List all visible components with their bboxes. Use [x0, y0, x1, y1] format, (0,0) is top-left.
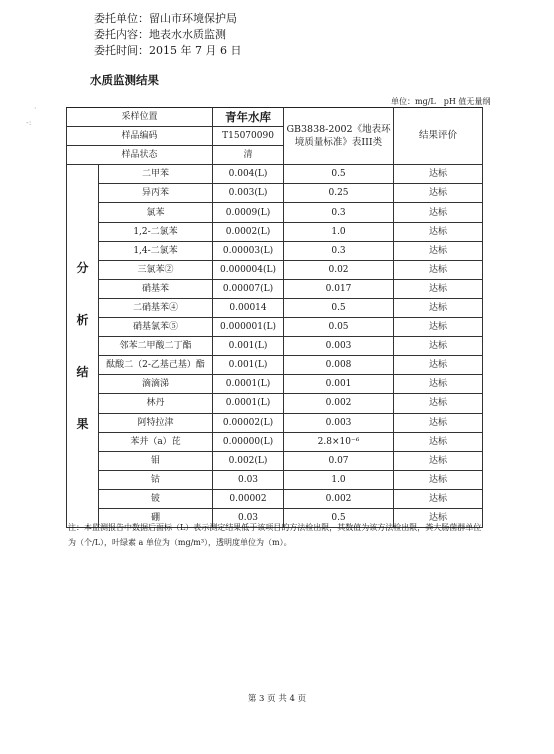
section-title: 水质监测结果	[90, 73, 159, 87]
scan-mark: ·	[34, 104, 37, 113]
measured-value: 0.03	[213, 508, 284, 527]
table-row	[67, 318, 483, 337]
measured-value: 0.00002	[213, 489, 284, 508]
table-row	[67, 203, 483, 222]
standard-limit: 0.002	[284, 489, 394, 508]
parameter-name: 钼	[99, 451, 213, 470]
evaluation-result: 达标	[394, 184, 483, 203]
parameter-name: 硝基氯苯⑤	[99, 318, 213, 337]
analysis-result-char: 分	[76, 261, 89, 276]
evaluation-result: 达标	[394, 318, 483, 337]
measured-value: 0.00000(L)	[213, 432, 284, 451]
parameter-name: 苯并（a）芘	[99, 432, 213, 451]
standard-limit: 0.5	[284, 508, 394, 527]
measured-value: 0.03	[213, 470, 284, 489]
sample-no-value: T15070090	[213, 127, 284, 146]
content-line: 委托内容：地表水水质监测	[94, 28, 226, 41]
table-row	[67, 279, 483, 298]
evaluation-result: 达标	[394, 298, 483, 317]
sample-no-header: 样品编码	[67, 127, 213, 146]
evaluation-result: 达标	[394, 432, 483, 451]
footnote: 注：本监测报告中数据后面标（L）表示测定结果低于该项目的方法检出限，其数值为该方法检出限，粪大肠菌群单位为（个/L），叶绿素 a 单位为（mg/m³），透明度单位为（m）。	[68, 523, 482, 547]
evaluation-result: 达标	[394, 413, 483, 432]
table-row	[67, 413, 483, 432]
measured-value: 0.000004(L)	[213, 260, 284, 279]
measured-value: 0.001(L)	[213, 337, 284, 356]
scan-mark: -:	[26, 118, 32, 127]
standard-limit: 1.0	[284, 222, 394, 241]
parameter-name: 阿特拉津	[99, 413, 213, 432]
evaluation-result: 达标	[394, 508, 483, 527]
standard-limit: 0.5	[284, 298, 394, 317]
measured-value: 0.0001(L)	[213, 394, 284, 413]
standard-limit: 0.017	[284, 279, 394, 298]
table-row	[67, 432, 483, 451]
measured-value: 0.0009(L)	[213, 203, 284, 222]
standard-limit: 0.07	[284, 451, 394, 470]
evaluation-result: 达标	[394, 241, 483, 260]
standard-limit: 0.003	[284, 337, 394, 356]
parameter-name: 铍	[99, 489, 213, 508]
standard-limit: 0.002	[284, 394, 394, 413]
evaluation-result: 达标	[394, 394, 483, 413]
standard-limit: 0.3	[284, 241, 394, 260]
standard-limit: 0.008	[284, 356, 394, 375]
header-row	[67, 108, 483, 127]
evaluation-result: 达标	[394, 165, 483, 184]
unit-note: 单位：mg/L pH 值无量纲	[391, 97, 491, 106]
parameter-name: 林丹	[99, 394, 213, 413]
client-line: 委托单位：留山市环境保护局	[94, 12, 237, 25]
table-row	[67, 470, 483, 489]
parameter-name: 硼	[99, 508, 213, 527]
sample-state-value: 清	[213, 146, 284, 165]
parameter-name: 邻苯二甲酸二丁酯	[99, 337, 213, 356]
analysis-result-char: 析	[76, 313, 89, 328]
page-number: 第 3 页 共 4 页	[247, 694, 307, 704]
evaluation-result: 达标	[394, 203, 483, 222]
evaluation-result: 达标	[394, 356, 483, 375]
analysis-result-char: 结	[76, 365, 89, 380]
evaluation-result: 达标	[394, 279, 483, 298]
evaluation-result: 达标	[394, 451, 483, 470]
measured-value: 0.00014	[213, 298, 284, 317]
parameter-name: 酞酸二（2-乙基己基）酯	[99, 356, 213, 375]
evaluation-result: 达标	[394, 260, 483, 279]
measured-value: 0.00002(L)	[213, 413, 284, 432]
sample-state-header: 样品状态	[67, 146, 213, 165]
table-row	[67, 489, 483, 508]
evaluation-result: 达标	[394, 489, 483, 508]
results-table	[66, 107, 483, 528]
parameter-name: 1,2-二氯苯	[99, 222, 213, 241]
location-header: 采样位置	[67, 108, 213, 127]
evaluation-result: 达标	[394, 222, 483, 241]
table-row	[67, 260, 483, 279]
evaluation-result: 达标	[394, 337, 483, 356]
measured-value: 0.003(L)	[213, 184, 284, 203]
measured-value: 0.0001(L)	[213, 375, 284, 394]
location-value: 青年水库	[213, 108, 284, 127]
table-row	[67, 337, 483, 356]
measured-value: 0.000001(L)	[213, 318, 284, 337]
parameter-name: 氯苯	[99, 203, 213, 222]
table-row	[67, 356, 483, 375]
standard-limit: 0.001	[284, 375, 394, 394]
measured-value: 0.00007(L)	[213, 279, 284, 298]
parameter-name: 1,4-二氯苯	[99, 241, 213, 260]
table-row	[67, 184, 483, 203]
table-row	[67, 451, 483, 470]
standard-limit: 0.5	[284, 165, 394, 184]
parameter-name: 三氯苯②	[99, 260, 213, 279]
table-row	[67, 222, 483, 241]
measured-value: 0.004(L)	[213, 165, 284, 184]
standard-limit: 0.25	[284, 184, 394, 203]
standard-limit: 2.8×10⁻⁶	[284, 432, 394, 451]
table-row	[67, 375, 483, 394]
standard-limit: 0.02	[284, 260, 394, 279]
analysis-result-char: 果	[76, 417, 89, 432]
time-line: 委托时间：2015 年 7 月 6 日	[94, 44, 242, 57]
parameter-name: 钴	[99, 470, 213, 489]
parameter-name: 滴滴涕	[99, 375, 213, 394]
evaluation-result: 达标	[394, 470, 483, 489]
standard-limit: 0.3	[284, 203, 394, 222]
standard-limit: 1.0	[284, 470, 394, 489]
parameter-name: 硝基苯	[99, 279, 213, 298]
evaluation-result: 达标	[394, 375, 483, 394]
parameter-name: 异丙苯	[99, 184, 213, 203]
table-row	[67, 394, 483, 413]
standard-limit: 0.003	[284, 413, 394, 432]
parameter-name: 二硝基苯④	[99, 298, 213, 317]
measured-value: 0.002(L)	[213, 451, 284, 470]
standard-limit: 0.05	[284, 318, 394, 337]
analysis-result-label	[67, 165, 99, 528]
result-header: 结果评价	[394, 108, 483, 165]
standard-header: GB3838-2002《地表环境质量标准》表III类	[284, 108, 394, 165]
table-row	[67, 165, 483, 184]
measured-value: 0.00003(L)	[213, 241, 284, 260]
table-row	[67, 241, 483, 260]
measured-value: 0.0002(L)	[213, 222, 284, 241]
table-row	[67, 298, 483, 317]
parameter-name: 二甲苯	[99, 165, 213, 184]
measured-value: 0.001(L)	[213, 356, 284, 375]
